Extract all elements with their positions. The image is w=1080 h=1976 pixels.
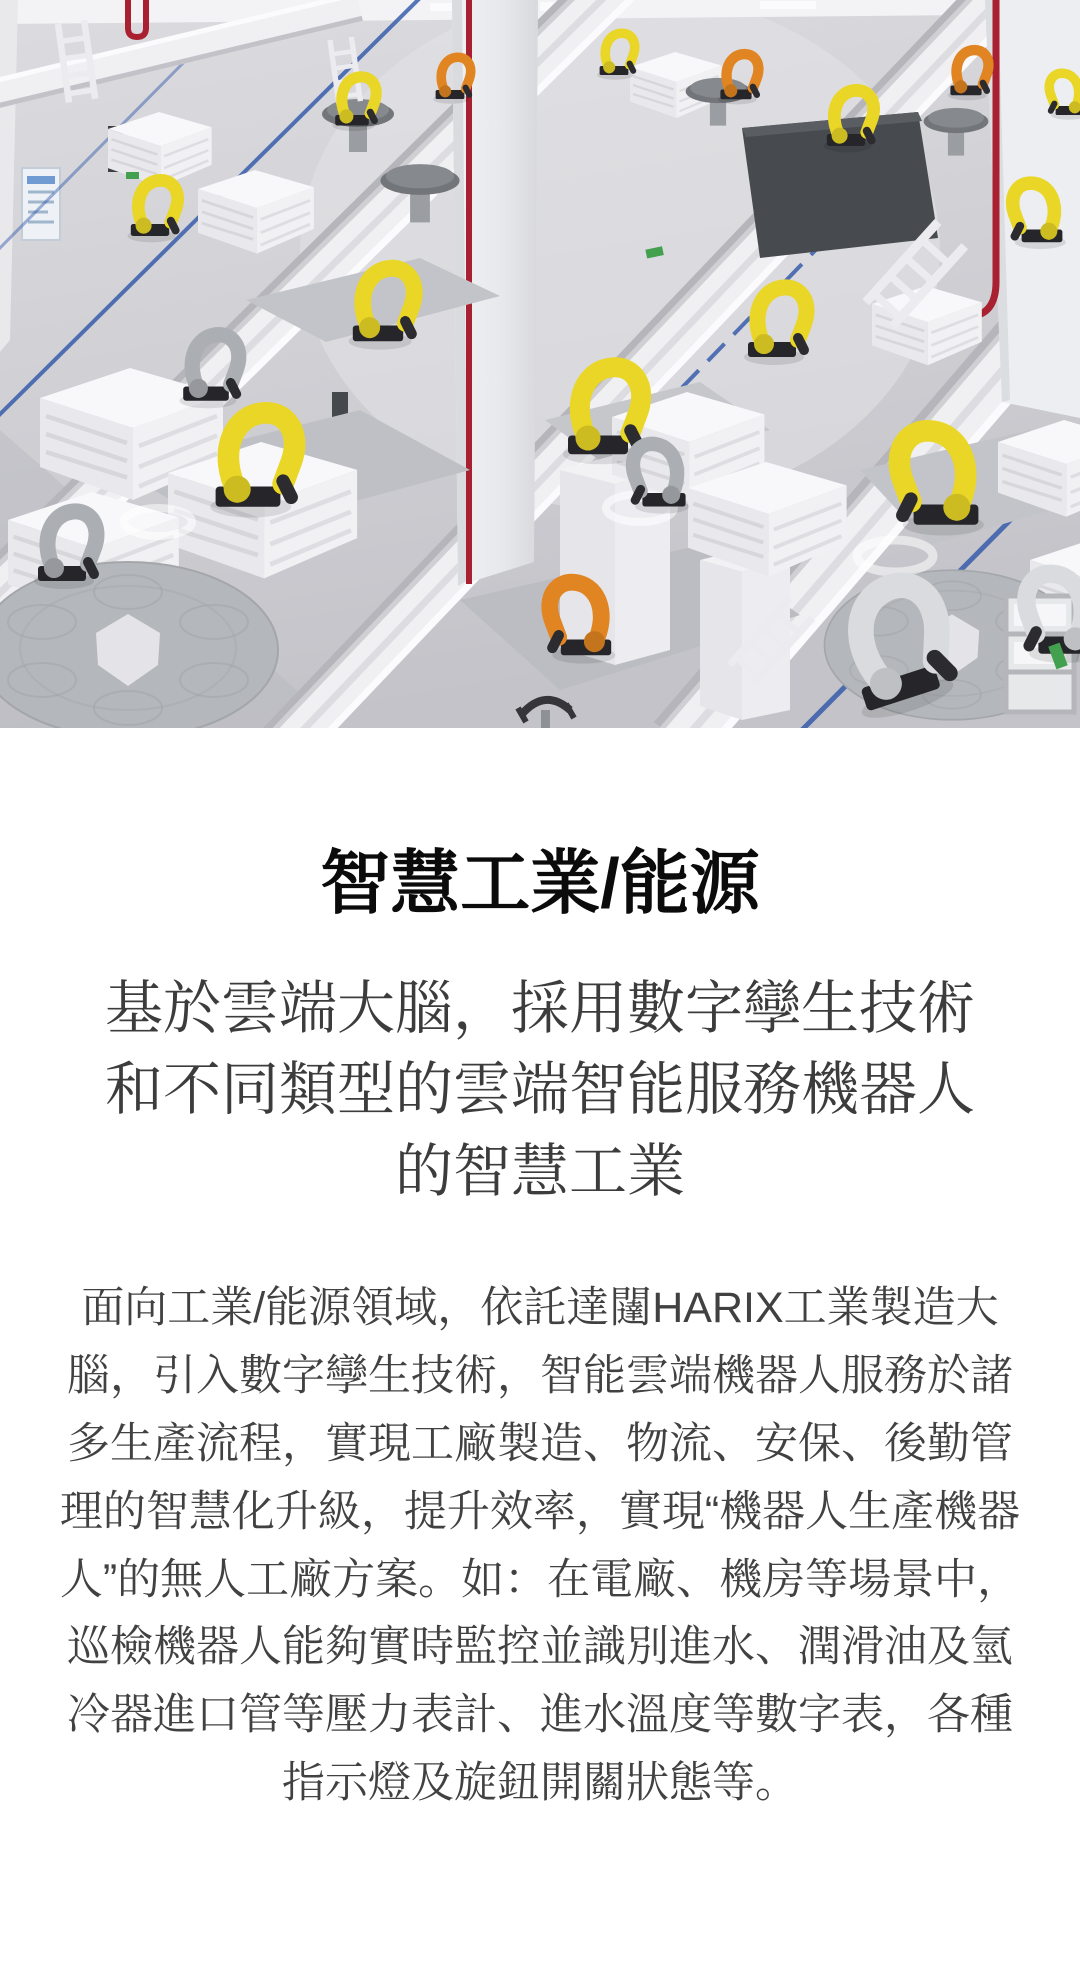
factory-image: [0, 0, 1080, 728]
wall-sign: [22, 168, 60, 240]
page-title: 智慧工業/能源: [320, 844, 760, 922]
info-section: [0, 728, 1080, 1976]
page-subtitle: 基於雲端大腦，採用數字孿生技術和不同類型的雲端智能服務機器人的智慧工業: [104, 975, 975, 1205]
description-paragraph: 面向工業/能源領域，依託達闥HARIX工業製造大腦，引入數字孿生技術，智能雲端機器人服務於諸多生產流程，實現工廠製造、物流、安保、後勤管理的智慧化升級，提升效率，實現“機器人生產機器人”的無人工廠方案。如：在電廠、機房等場景中，巡檢機器人能夠實時監控並識別進水、潤滑油及氫冷器進口管等壓力表計、進水溫度等數字表，各種指示燈及旋鈕開關狀態等。: [59, 1283, 1021, 1808]
